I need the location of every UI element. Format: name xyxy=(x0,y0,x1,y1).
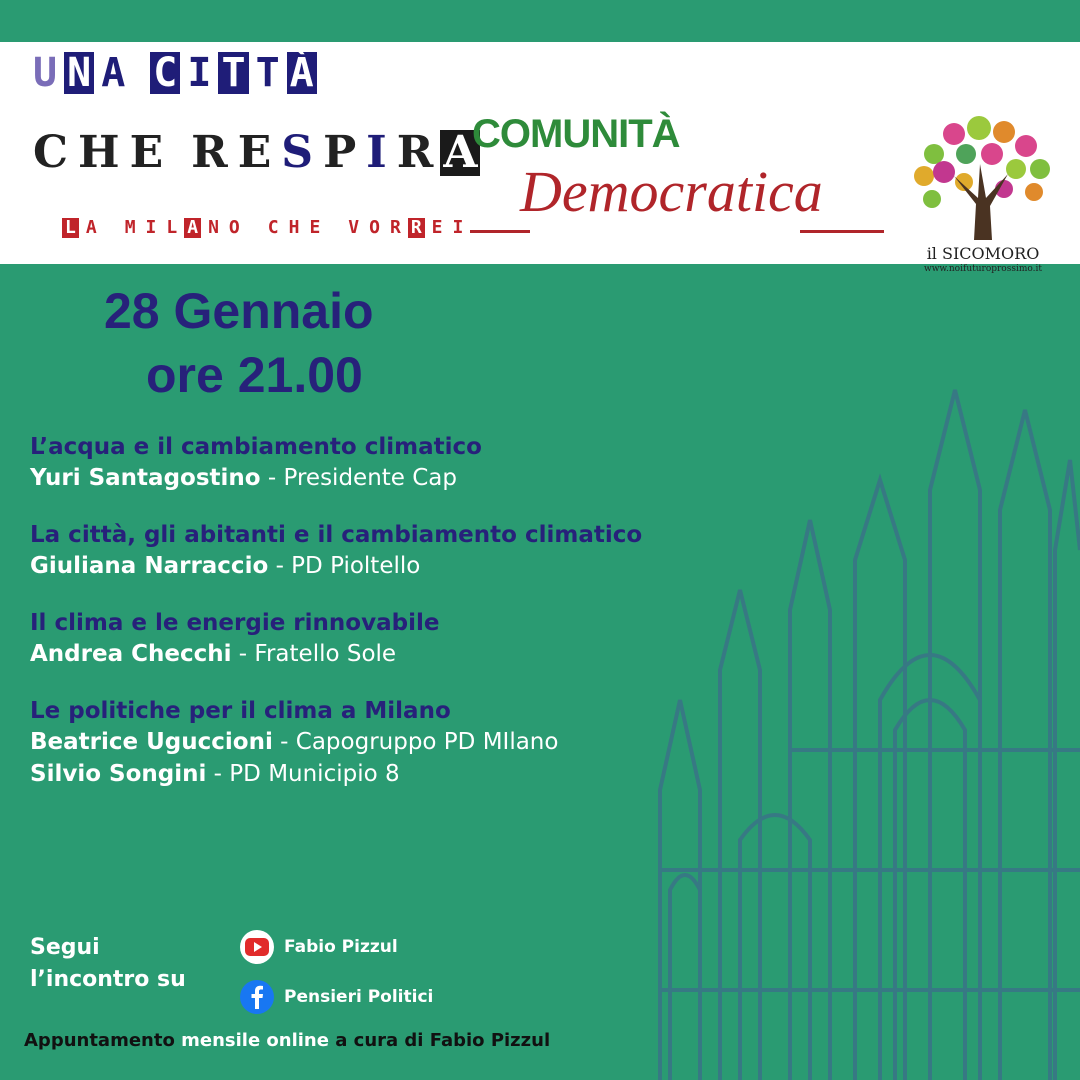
talk-item xyxy=(30,696,750,790)
footer-text-1: Appuntamento xyxy=(24,1030,182,1051)
speaker-line xyxy=(30,462,750,494)
follow-label-line1: Segui xyxy=(30,935,100,960)
title-letter: E xyxy=(127,130,167,176)
speaker-role: - PD Municipio 8 xyxy=(206,761,400,787)
top-strip xyxy=(0,0,1080,42)
speaker-role: - Presidente Cap xyxy=(260,465,457,491)
speaker-line xyxy=(30,638,750,670)
header-banner xyxy=(0,42,1080,274)
title-letter: À xyxy=(287,52,317,94)
title-letter: V xyxy=(345,218,362,238)
footer-credit xyxy=(24,1030,550,1051)
title-letter: H xyxy=(286,218,303,238)
youtube-link[interactable] xyxy=(240,930,398,964)
logo-comunita-text: COMUNITÀ xyxy=(472,112,680,156)
title-letter: I xyxy=(143,218,160,238)
youtube-channel-name: Fabio Pizzul xyxy=(284,937,398,957)
facebook-page-name: Pensieri Politici xyxy=(284,987,434,1007)
comunita-democratica-logo xyxy=(470,112,890,272)
title-letter: E xyxy=(429,218,446,238)
speaker-name: Andrea Checchi xyxy=(30,641,232,667)
speaker-name: Silvio Songini xyxy=(30,761,207,787)
title-letter: R xyxy=(387,218,404,238)
speaker-name: Giuliana Narraccio xyxy=(30,553,269,579)
speaker-name: Yuri Santagostino xyxy=(30,465,261,491)
speaker-line xyxy=(30,726,750,758)
title-letter: N xyxy=(205,218,222,238)
title-letter: C xyxy=(30,130,71,176)
title-letter: T xyxy=(253,52,283,94)
follow-label-line2: l’incontro su xyxy=(30,967,186,992)
talks-list xyxy=(30,432,750,816)
title-letter: M xyxy=(122,218,139,238)
title-line-una-citta xyxy=(30,52,317,94)
title-letter: S xyxy=(278,130,316,176)
title-letter: L xyxy=(163,218,180,238)
facebook-link[interactable] xyxy=(240,980,433,1014)
talk-topic: La città, gli abitanti e il cambiamento climatico xyxy=(30,522,643,548)
title-letter: H xyxy=(75,130,123,176)
title-letter: I xyxy=(184,52,214,94)
sicomoro-logo xyxy=(904,114,1062,290)
title-letter: A xyxy=(440,130,480,176)
title-letter: N xyxy=(64,52,94,94)
footer-text-2: mensile online xyxy=(181,1030,329,1051)
talk-item xyxy=(30,608,750,670)
title-letter: E xyxy=(235,130,275,176)
title-letter: E xyxy=(306,218,323,238)
title-letter: O xyxy=(366,218,383,238)
talk-topic: Le politiche per il clima a Milano xyxy=(30,698,451,724)
title-letter: A xyxy=(83,218,100,238)
talk-item xyxy=(30,520,750,582)
title-letter: P xyxy=(320,130,359,176)
logo-democratica-text: Democratica xyxy=(520,159,823,224)
title-letter: R xyxy=(394,130,437,176)
logo-rule-left xyxy=(470,230,530,233)
event-date: 28 Gennaio xyxy=(104,283,374,339)
speaker-name: Beatrice Uguccioni xyxy=(30,729,273,755)
speaker-role: - Capogruppo PD MIlano xyxy=(272,729,559,755)
title-letter: A xyxy=(98,52,128,94)
sicomoro-name: il SICOMORO xyxy=(926,244,1040,263)
title-letter: O xyxy=(226,218,243,238)
title-letter: I xyxy=(363,130,390,176)
tree-icon xyxy=(904,114,1062,244)
title-letter: I xyxy=(450,218,467,238)
youtube-icon xyxy=(240,930,274,964)
title-letter: R xyxy=(188,130,231,176)
speaker-role: - Fratello Sole xyxy=(231,641,397,667)
title-letter: U xyxy=(30,52,60,94)
title-line-che-respira xyxy=(30,127,480,178)
title-letter: C xyxy=(265,218,282,238)
title-letter: A xyxy=(184,218,201,238)
speaker-line xyxy=(30,550,750,582)
speaker-line xyxy=(30,758,750,790)
follow-label xyxy=(30,932,186,996)
speaker-role: - PD Pioltello xyxy=(268,553,421,579)
title-letter: L xyxy=(62,218,79,238)
footer-text-3: a cura di Fabio Pizzul xyxy=(328,1030,551,1051)
talk-item xyxy=(30,432,750,494)
title-letter: C xyxy=(150,52,180,94)
subtitle-la-milano-che-vorrei xyxy=(62,218,466,238)
event-time: ore 21.00 xyxy=(146,347,363,403)
logo-rule-right xyxy=(800,230,884,233)
title-letter: R xyxy=(408,218,425,238)
sicomoro-url: www.noifuturoprossimo.it xyxy=(923,264,1042,274)
talk-topic: L’acqua e il cambiamento climatico xyxy=(30,434,482,460)
facebook-icon xyxy=(240,980,274,1014)
title-letter: T xyxy=(218,52,248,94)
talk-topic: Il clima e le energie rinnovabile xyxy=(30,610,440,636)
